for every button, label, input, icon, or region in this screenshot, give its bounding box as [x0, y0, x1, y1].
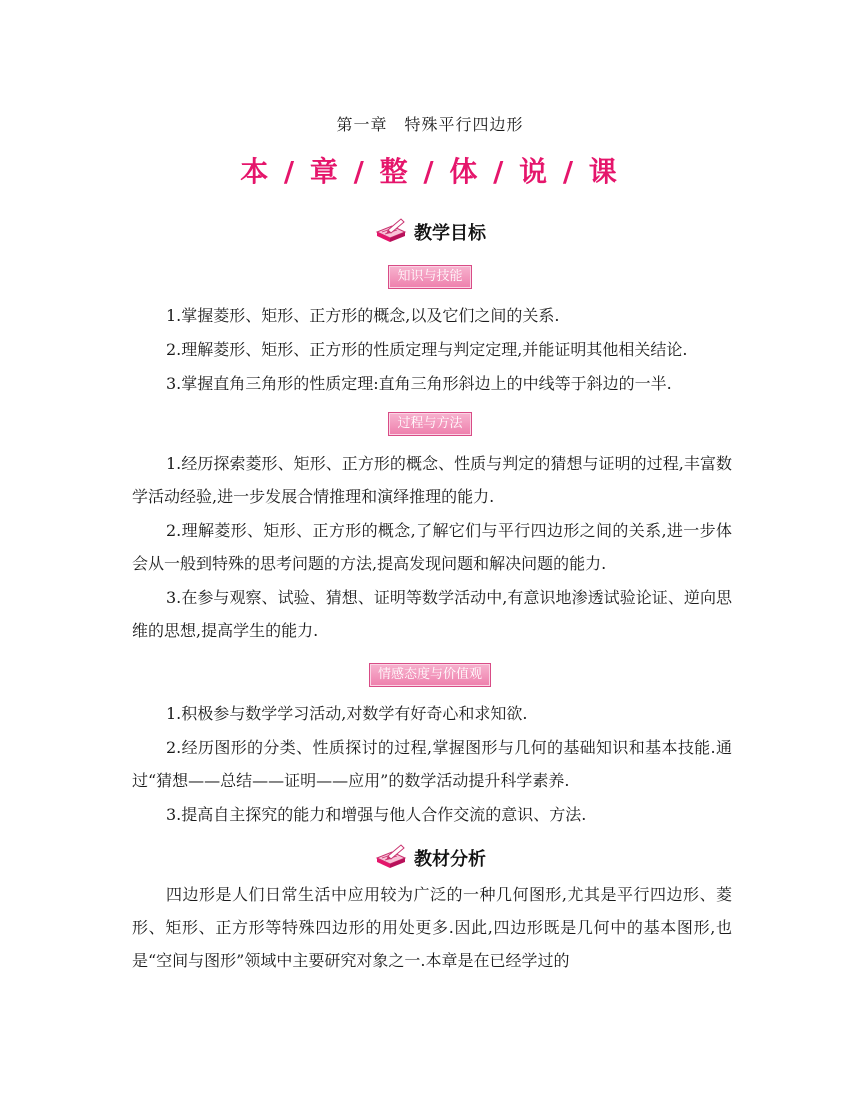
page-title: 本 / 章 / 整 / 体 / 说 / 课 — [240, 155, 620, 188]
attitude-item-3: 3.提高自主探究的能力和增强与他人合作交流的意识、方法. — [166, 805, 587, 824]
section-heading-analysis — [0, 842, 860, 874]
section-title-goals: 教学目标 — [414, 223, 486, 244]
process-item-2: 2.理解菱形、矩形、正方形的概念,了解它们与平行四边形之间的关系,进一步体会从一般到特殊的思考问题的方法,提高发现问题和解决问题的能力. — [132, 521, 732, 573]
process-item-3: 3.在参与观察、试验、猜想、证明等数学活动中,有意识地渗透试验论证、逆向思维的思想,提高学生的能力. — [132, 588, 732, 640]
badge-row-process — [0, 412, 860, 436]
attitude-item-2: 2.经历图形的分类、性质探讨的过程,掌握图形与几何的基础知识和基本技能.通过“猜想——总结——证明——应用”的数学活动提升科学素养. — [132, 738, 732, 790]
chapter-heading: 第一章 特殊平行四边形 — [336, 115, 524, 134]
badge-attitude: 情感态度与价值观 — [369, 663, 491, 687]
knowledge-item-3: 3.掌握直角三角形的性质定理:直角三角形斜边上的中线等于斜边的一半. — [166, 374, 672, 393]
pencil-notebook-icon — [374, 216, 408, 248]
badge-row-attitude — [0, 663, 860, 687]
section-heading-goals — [0, 216, 860, 248]
section-title-analysis: 教材分析 — [414, 849, 486, 870]
badge-row-knowledge — [0, 265, 860, 289]
analysis-paragraph: 四边形是人们日常生活中应用较为广泛的一种几何图形,尤其是平行四边形、菱形、矩形、正方形等特殊四边形的用处更多.因此,四边形既是几何中的基本图形,也是“空间与图形”领域中主要研究对象之一.本章是在已经学过的 — [132, 885, 732, 970]
knowledge-item-2: 2.理解菱形、矩形、正方形的性质定理与判定定理,并能证明其他相关结论. — [166, 340, 688, 359]
process-item-1: 1.经历探索菱形、矩形、正方形的概念、性质与判定的猜想与证明的过程,丰富数学活动经验,进一步发展合情推理和演绎推理的能力. — [132, 454, 732, 506]
knowledge-item-1: 1.掌握菱形、矩形、正方形的概念,以及它们之间的关系. — [166, 306, 560, 325]
badge-knowledge: 知识与技能 — [388, 265, 471, 289]
badge-process: 过程与方法 — [388, 412, 471, 436]
pencil-notebook-icon — [374, 842, 408, 874]
attitude-item-1: 1.积极参与数学学习活动,对数学有好奇心和求知欲. — [166, 704, 528, 723]
